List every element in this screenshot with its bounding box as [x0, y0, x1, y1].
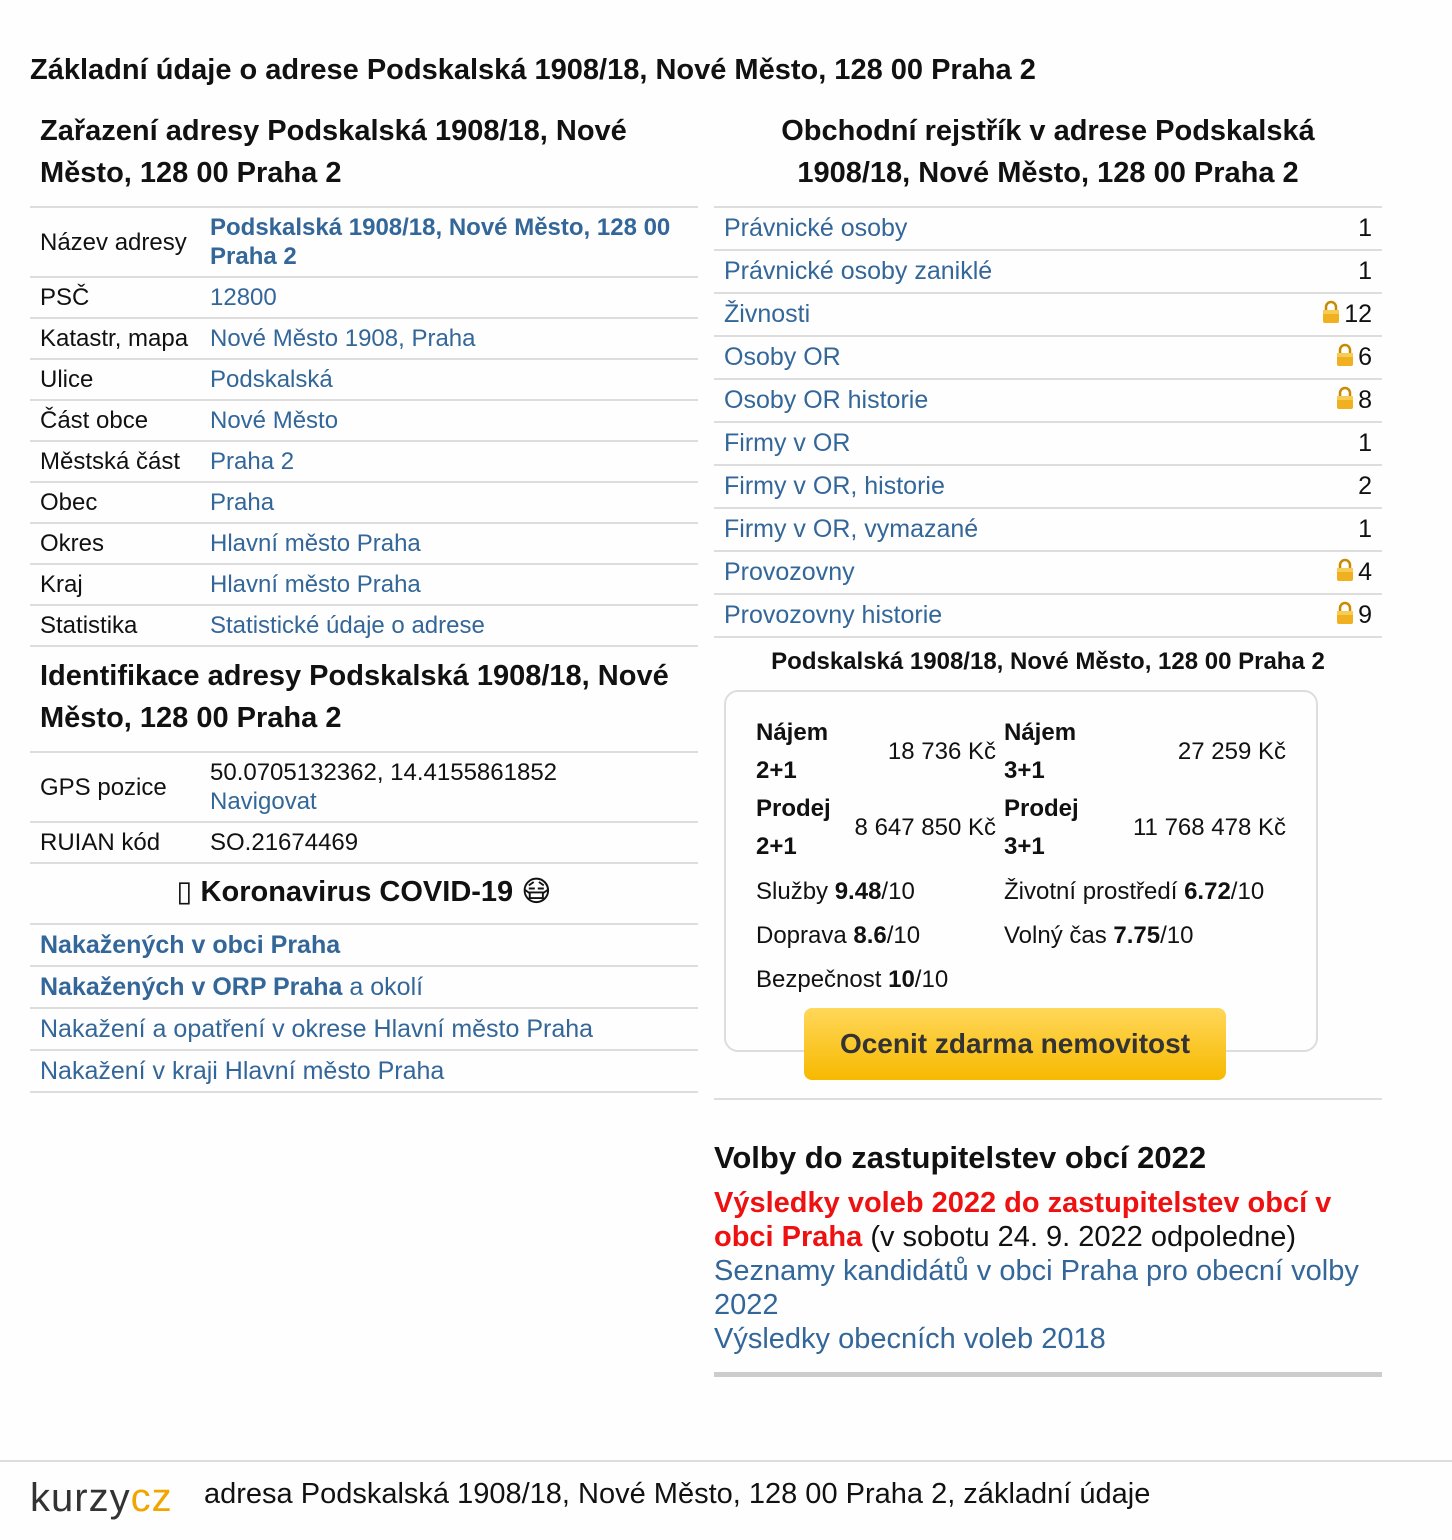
- footer: [0, 1460, 1452, 1540]
- cadastre-link[interactable]: Nové Město 1908, Praha: [210, 325, 476, 352]
- table-row: [714, 293, 1382, 336]
- identification-table: [30, 751, 698, 864]
- region-link[interactable]: Hlavní město Praha: [210, 571, 421, 598]
- row-label: Městská část: [30, 441, 200, 482]
- city-part-link[interactable]: Praha 2: [210, 448, 295, 475]
- register-link[interactable]: Osoby OR historie: [724, 386, 929, 414]
- table-row: [714, 207, 1382, 250]
- navigate-link[interactable]: Navigovat: [210, 788, 317, 815]
- psc-link[interactable]: 12800: [210, 284, 277, 311]
- county-link[interactable]: Hlavní město Praha: [210, 530, 421, 557]
- divider: [714, 1372, 1382, 1377]
- street-link[interactable]: Podskalská: [210, 366, 333, 393]
- leisure-score: Volný čas 7.75/10: [1004, 922, 1194, 949]
- classification-table: [30, 206, 698, 647]
- appraise-property-button[interactable]: Ocenit zdarma nemovitost: [804, 1008, 1226, 1080]
- footer-text: adresa Podskalská 1908/18, Nové Město, 128 00 Praha 2, základní údaje: [204, 1478, 1151, 1510]
- table-row: [714, 379, 1382, 422]
- lock-icon: [1322, 300, 1344, 328]
- table-row: [714, 594, 1382, 636]
- register-count: 8: [1358, 386, 1372, 414]
- lock-icon: [1336, 601, 1358, 629]
- sale-31: [1004, 790, 1294, 866]
- lock-icon: [1336, 343, 1358, 371]
- table-row: [714, 250, 1382, 293]
- gps-label: GPS pozice: [30, 752, 200, 822]
- register-link[interactable]: Firmy v OR, historie: [724, 472, 945, 500]
- sale-31-label: Prodej 3+1: [1004, 795, 1079, 860]
- covid-orp-suffix: a okolí: [342, 973, 424, 1001]
- table-row: [30, 359, 698, 400]
- sale-21: [756, 790, 1004, 866]
- covid-heading: [30, 874, 698, 909]
- register-link[interactable]: Právnické osoby zaniklé: [724, 257, 993, 285]
- elections-section: [714, 1100, 1382, 1356]
- placeholder-glyph-icon: ▯: [176, 876, 193, 908]
- register-link[interactable]: Právnické osoby: [724, 214, 908, 242]
- covid-county-link[interactable]: Nakažení a opatření v okrese Hlavní město Praha: [40, 1015, 594, 1043]
- results-2018-link[interactable]: Výsledky obecních voleb 2018: [714, 1323, 1106, 1355]
- register-table: [714, 206, 1382, 636]
- row-label: Katastr, mapa: [30, 318, 200, 359]
- covid-title: Koronavirus COVID-19: [200, 876, 514, 908]
- register-count: 9: [1358, 601, 1372, 629]
- services-score: Služby 9.48/10: [756, 878, 915, 905]
- classification-heading: Zařazení adresy Podskalská 1908/18, Nové Město, 128 00 Praha 2: [40, 115, 627, 189]
- environment-score: Životní prostředí 6.72/10: [1004, 878, 1265, 905]
- table-row: [30, 564, 698, 605]
- municipality-link[interactable]: Praha: [210, 489, 275, 516]
- ruian-value: SO.21674469: [200, 822, 698, 863]
- left-column: [30, 110, 698, 1093]
- table-row: [30, 605, 698, 646]
- row-label: Obec: [30, 482, 200, 523]
- property-card: [724, 690, 1318, 1059]
- row-label: Název adresy: [30, 207, 200, 277]
- lock-icon: [1336, 558, 1358, 586]
- table-row: [30, 277, 698, 318]
- register-count: 1: [1358, 429, 1372, 457]
- property-address: Podskalská 1908/18, Nové Město, 128 00 Praha 2: [714, 636, 1382, 676]
- covid-municipality-link[interactable]: Nakažených v obci Praha: [40, 931, 341, 959]
- register-heading: Obchodní rejstřík v adrese Podskalská 1908/18, Nové Město, 128 00 Praha 2: [781, 115, 1315, 189]
- identification-heading: Identifikace adresy Podskalská 1908/18, Nové Město, 128 00 Praha 2: [40, 660, 669, 734]
- election-results-link[interactable]: Výsledky voleb 2022 do zastupitelstev obcí v obci Praha: [714, 1187, 1332, 1253]
- table-row: [30, 441, 698, 482]
- row-label: Okres: [30, 523, 200, 564]
- rent-21-value: 18 736 Kč: [887, 738, 996, 765]
- table-row: [714, 422, 1382, 465]
- table-row: [30, 318, 698, 359]
- register-count: 1: [1358, 515, 1372, 543]
- gps-value: 50.0705132362, 14.4155861852: [210, 759, 558, 786]
- register-count: 1: [1358, 257, 1372, 285]
- safety-score: Bezpečnost 10/10: [756, 966, 949, 993]
- face-mask-icon: 😷: [521, 876, 552, 908]
- list-item: [30, 966, 698, 1008]
- register-count: 4: [1358, 558, 1372, 586]
- table-row: [30, 752, 698, 822]
- row-label: Ulice: [30, 359, 200, 400]
- table-row: [714, 508, 1382, 551]
- table-row: [714, 551, 1382, 594]
- district-part-link[interactable]: Nové Město: [210, 407, 339, 434]
- address-name-link[interactable]: Podskalská 1908/18, Nové Město, 128 00 Praha 2: [210, 214, 671, 270]
- register-count: 6: [1358, 343, 1372, 371]
- table-row: [30, 822, 698, 863]
- row-label: Kraj: [30, 564, 200, 605]
- register-link[interactable]: Osoby OR: [724, 343, 841, 371]
- right-column: [714, 110, 1382, 1377]
- rent-31-value: 27 259 Kč: [1177, 738, 1286, 765]
- table-row: [714, 465, 1382, 508]
- rent-31-label: Nájem 3+1: [1004, 719, 1077, 784]
- row-label: PSČ: [30, 277, 200, 318]
- election-results-note: (v sobotu 24. 9. 2022 odpoledne): [862, 1221, 1296, 1253]
- covid-links: [30, 923, 698, 1093]
- register-link[interactable]: Provozovny historie: [724, 601, 943, 629]
- rent-31: [1004, 714, 1294, 790]
- list-item: [30, 1050, 698, 1092]
- row-label: Část obce: [30, 400, 200, 441]
- rent-21: [756, 714, 1004, 790]
- register-count: 2: [1358, 472, 1372, 500]
- register-link[interactable]: Živnosti: [724, 300, 811, 328]
- covid-region-link[interactable]: Nakažení v kraji Hlavní město Praha: [40, 1057, 445, 1085]
- covid-orp-link[interactable]: Nakažených v ORP Praha: [40, 973, 343, 1001]
- list-item: [30, 1008, 698, 1050]
- register-count: 12: [1344, 300, 1372, 328]
- statistics-link[interactable]: Statistické údaje o adrese: [210, 612, 485, 639]
- transport-score: Doprava 8.6/10: [756, 922, 921, 949]
- sale-21-value: 8 647 850 Kč: [854, 814, 996, 841]
- page-title: Základní údaje o adrese Podskalská 1908/18, Nové Město, 128 00 Praha 2: [30, 54, 1036, 86]
- table-row: [30, 400, 698, 441]
- sale-21-label: Prodej 2+1: [756, 795, 831, 860]
- table-row: [30, 482, 698, 523]
- list-item: [30, 924, 698, 966]
- elections-heading: Volby do zastupitelstev obcí 2022: [714, 1140, 1207, 1175]
- table-row: [30, 207, 698, 277]
- ruian-label: RUIAN kód: [30, 822, 200, 863]
- register-link[interactable]: Firmy v OR: [724, 429, 851, 457]
- register-link[interactable]: Firmy v OR, vymazané: [724, 515, 979, 543]
- rent-21-label: Nájem 2+1: [756, 719, 829, 784]
- sale-31-value: 11 768 478 Kč: [1132, 814, 1286, 841]
- kurzy-logo[interactable]: kurzycz: [30, 1476, 173, 1520]
- table-row: [30, 523, 698, 564]
- candidates-link[interactable]: Seznamy kandidátů v obci Praha pro obecní volby 2022: [714, 1255, 1359, 1321]
- table-row: [714, 336, 1382, 379]
- row-label: Statistika: [30, 605, 200, 646]
- register-count: 1: [1358, 214, 1372, 242]
- lock-icon: [1336, 386, 1358, 414]
- register-link[interactable]: Provozovny: [724, 558, 855, 586]
